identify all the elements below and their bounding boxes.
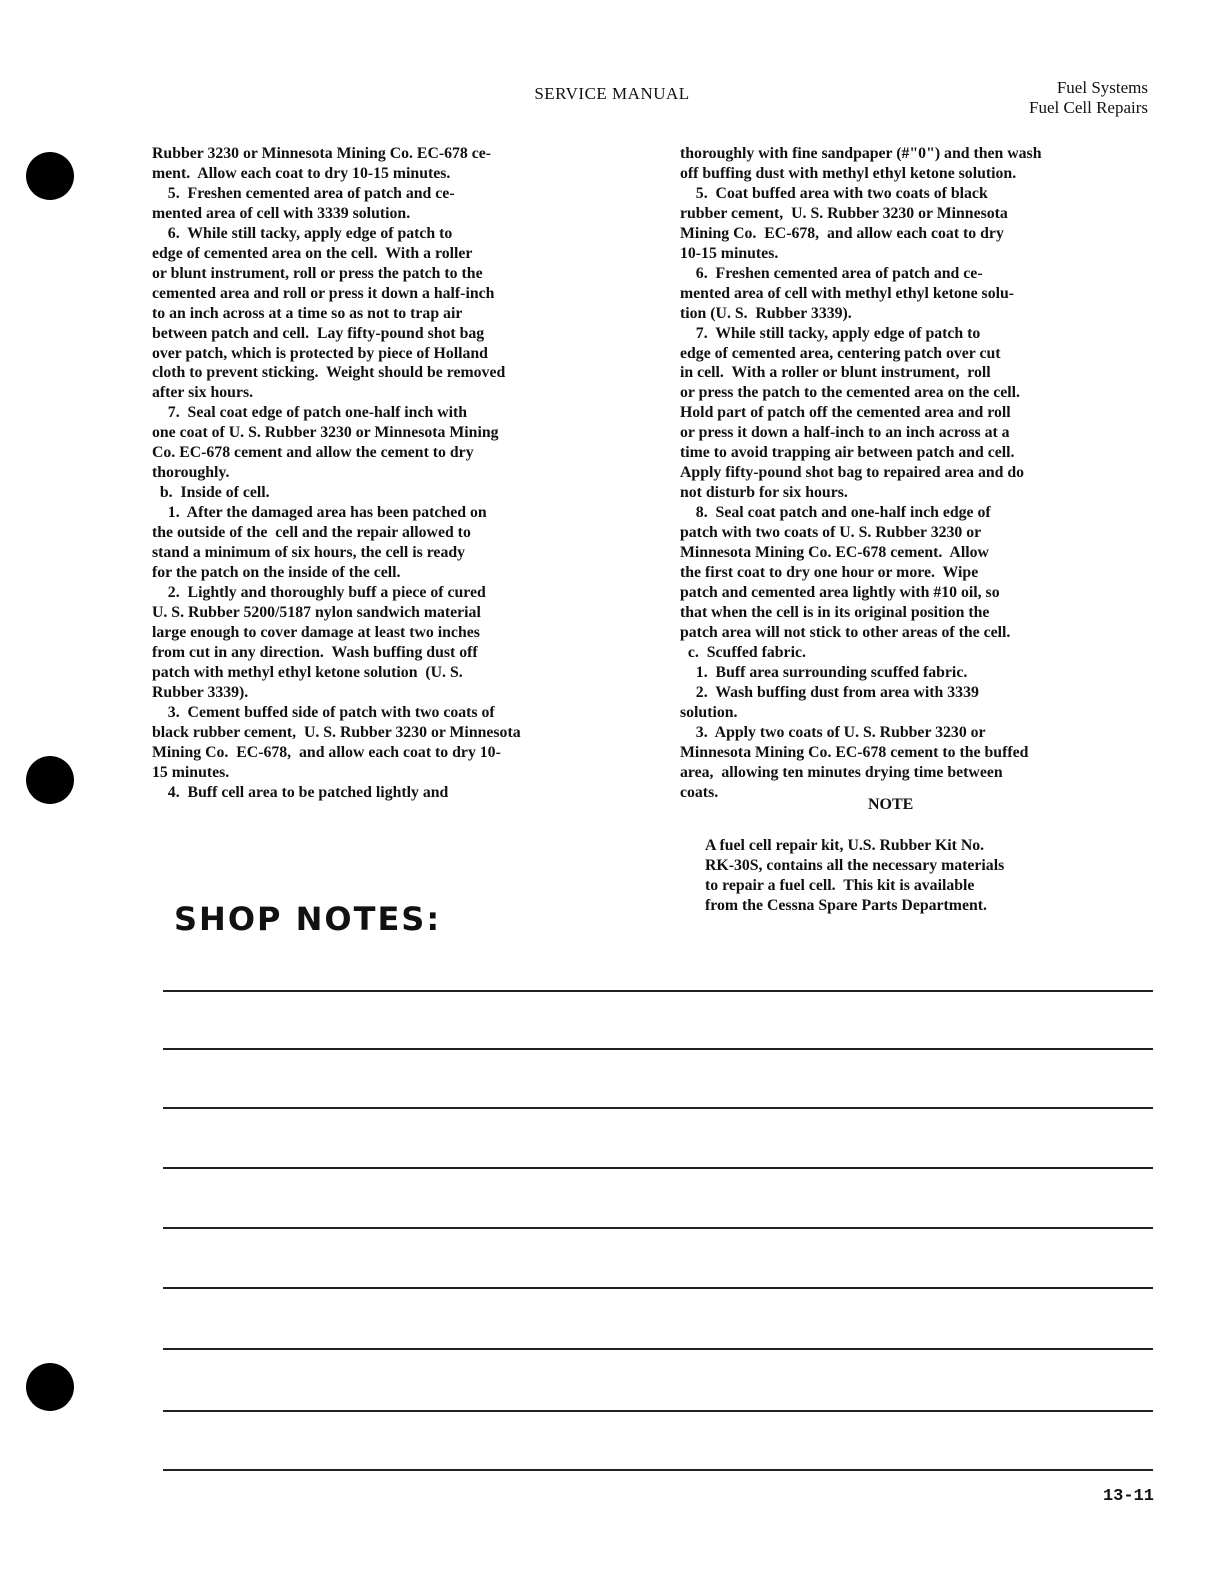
left-column-line: 4. Buff cell area to be patched lightly and xyxy=(152,783,449,801)
writing-line xyxy=(163,1048,1153,1050)
left-column-line: Mining Co. EC-678, and allow each coat to dry 10- xyxy=(152,743,501,761)
right-column-line: patch with two coats of U. S. Rubber 3230 or xyxy=(680,524,982,542)
right-text-column xyxy=(680,144,1150,802)
left-column-line: black rubber cement, U. S. Rubber 3230 or Minnesota xyxy=(152,723,521,741)
left-column-line: 3. Cement buffed side of patch with two coats of xyxy=(152,703,495,721)
note-line: from the Cessna Spare Parts Department. xyxy=(705,897,987,914)
right-column-line: 2. Wash buffing dust from area with 3339 xyxy=(680,683,979,701)
note-line: RK-30S, contains all the necessary materials xyxy=(705,857,1005,874)
binder-hole-bottom xyxy=(26,1363,74,1411)
left-column-line: b. Inside of cell. xyxy=(152,484,270,502)
right-column-line: Apply fifty-pound shot bag to repaired area and do xyxy=(680,464,1025,482)
left-column-line: edge of cemented area on the cell. With a roller xyxy=(152,244,473,262)
left-column-line: thoroughly. xyxy=(152,464,230,482)
left-text-column xyxy=(152,144,652,802)
right-column-line: Mining Co. EC-678, and allow each coat to dry xyxy=(680,224,1004,242)
left-column-line: 1. After the damaged area has been patched on xyxy=(152,504,487,522)
right-column-line: thoroughly with fine sandpaper (#"0") and then wash xyxy=(680,145,1042,162)
right-column-line: 3. Apply two coats of U. S. Rubber 3230 or xyxy=(680,723,986,741)
left-column-line: 7. Seal coat edge of patch one-half inch with xyxy=(152,404,468,422)
note-body xyxy=(705,836,1145,916)
left-column-line: large enough to cover damage at least two inches xyxy=(152,623,480,641)
right-column-line: c. Scuffed fabric. xyxy=(680,643,806,661)
left-column-line: Co. EC-678 cement and allow the cement to dry xyxy=(152,444,474,462)
shop-notes-heading: SHOP NOTES: xyxy=(174,900,442,938)
writing-line xyxy=(163,1348,1153,1350)
left-column-line: 6. While still tacky, apply edge of patch to xyxy=(152,224,453,242)
right-column-line: area, allowing ten minutes drying time between xyxy=(680,763,1003,781)
left-column-line: over patch, which is protected by piece of Holland xyxy=(152,344,488,362)
page-number: 13-11 xyxy=(1102,1487,1154,1506)
left-column-line: cemented area and roll or press it down a half-inch xyxy=(152,284,495,302)
left-column-line: cloth to prevent sticking. Weight should be removed xyxy=(152,364,506,382)
right-column-line: rubber cement, U. S. Rubber 3230 or Minnesota xyxy=(680,204,1008,222)
section-line-1: Fuel Systems xyxy=(1056,78,1148,97)
right-column-line: Minnesota Mining Co. EC-678 cement to the buffed xyxy=(680,743,1029,761)
writing-line xyxy=(163,1167,1153,1169)
left-column-line: mented area of cell with 3339 solution. xyxy=(152,204,411,222)
left-column-line: Rubber 3230 or Minnesota Mining Co. EC-678 ce- xyxy=(152,145,492,162)
left-column-line: U. S. Rubber 5200/5187 nylon sandwich material xyxy=(152,603,481,621)
right-column-line: or press it down a half-inch to an inch across at a xyxy=(680,424,1010,442)
right-column-line: in cell. With a roller or blunt instrument, roll xyxy=(680,364,991,382)
right-column-line: coats. xyxy=(680,783,719,801)
left-column-line: to an inch across at a time so as not to trap air xyxy=(152,304,463,322)
right-column-line: patch and cemented area lightly with #10 oil, so xyxy=(680,583,1000,601)
right-column-line: 8. Seal coat patch and one-half inch edge of xyxy=(680,504,991,522)
section-line-2: Fuel Cell Repairs xyxy=(1029,98,1148,117)
right-column-line: mented area of cell with methyl ethyl ketone solu- xyxy=(680,284,1015,302)
writing-line xyxy=(163,1469,1153,1471)
writing-line xyxy=(163,1107,1153,1109)
left-column-line: from cut in any direction. Wash buffing dust off xyxy=(152,643,478,661)
left-column-line: the outside of the cell and the repair allowed to xyxy=(152,524,471,542)
left-column-line: one coat of U. S. Rubber 3230 or Minnesota Mining xyxy=(152,424,499,442)
writing-line xyxy=(163,1227,1153,1229)
left-column-line: between patch and cell. Lay fifty-pound shot bag xyxy=(152,324,485,342)
writing-line xyxy=(163,990,1153,992)
binder-hole-middle xyxy=(26,756,74,804)
right-column-line: or press the patch to the cemented area on the cell. xyxy=(680,384,1021,402)
left-column-line: ment. Allow each coat to dry 10-15 minutes. xyxy=(152,164,451,182)
right-column-line: off buffing dust with methyl ethyl ketone solution. xyxy=(680,164,1017,182)
writing-line xyxy=(163,1287,1153,1289)
note-title: NOTE xyxy=(868,796,914,813)
left-column-line: for the patch on the inside of the cell. xyxy=(152,564,401,582)
right-column-line: Hold part of patch off the cemented area and roll xyxy=(680,404,1011,422)
right-column-line: patch area will not stick to other areas of the cell. xyxy=(680,623,1011,641)
right-column-line: that when the cell is in its original position the xyxy=(680,603,990,621)
right-column-line: not disturb for six hours. xyxy=(680,484,848,502)
note-line: A fuel cell repair kit, U.S. Rubber Kit No. xyxy=(705,837,985,854)
right-column-line: 10-15 minutes. xyxy=(680,244,779,262)
right-column-line: 1. Buff area surrounding scuffed fabric. xyxy=(680,663,968,681)
right-column-line: 6. Freshen cemented area of patch and ce- xyxy=(680,264,983,282)
right-column-line: time to avoid trapping air between patch and cell. xyxy=(680,444,1015,462)
right-column-line: 7. While still tacky, apply edge of patch to xyxy=(680,324,981,342)
writing-line xyxy=(163,1410,1153,1412)
left-column-line: 2. Lightly and thoroughly buff a piece of cured xyxy=(152,583,486,601)
left-column-line: or blunt instrument, roll or press the patch to the xyxy=(152,264,483,282)
manual-title: SERVICE MANUAL xyxy=(534,84,690,103)
left-column-line: after six hours. xyxy=(152,384,254,402)
binder-hole-top xyxy=(26,152,74,200)
note-line: to repair a fuel cell. This kit is available xyxy=(705,877,975,894)
left-column-line: 5. Freshen cemented area of patch and ce- xyxy=(152,184,455,202)
right-column-line: Minnesota Mining Co. EC-678 cement. Allow xyxy=(680,544,989,562)
right-column-line: tion (U. S. Rubber 3339). xyxy=(680,304,852,322)
left-column-line: Rubber 3339). xyxy=(152,683,249,701)
left-column-line: patch with methyl ethyl ketone solution (U. S. xyxy=(152,663,463,681)
right-column-line: 5. Coat buffed area with two coats of black xyxy=(680,184,988,202)
right-column-line: edge of cemented area, centering patch over cut xyxy=(680,344,1001,362)
left-column-line: 15 minutes. xyxy=(152,763,230,781)
right-column-line: the first coat to dry one hour or more. Wipe xyxy=(680,564,979,582)
section-heading xyxy=(1029,78,1148,118)
right-column-line: solution. xyxy=(680,703,738,721)
left-column-line: stand a minimum of six hours, the cell is ready xyxy=(152,544,466,562)
